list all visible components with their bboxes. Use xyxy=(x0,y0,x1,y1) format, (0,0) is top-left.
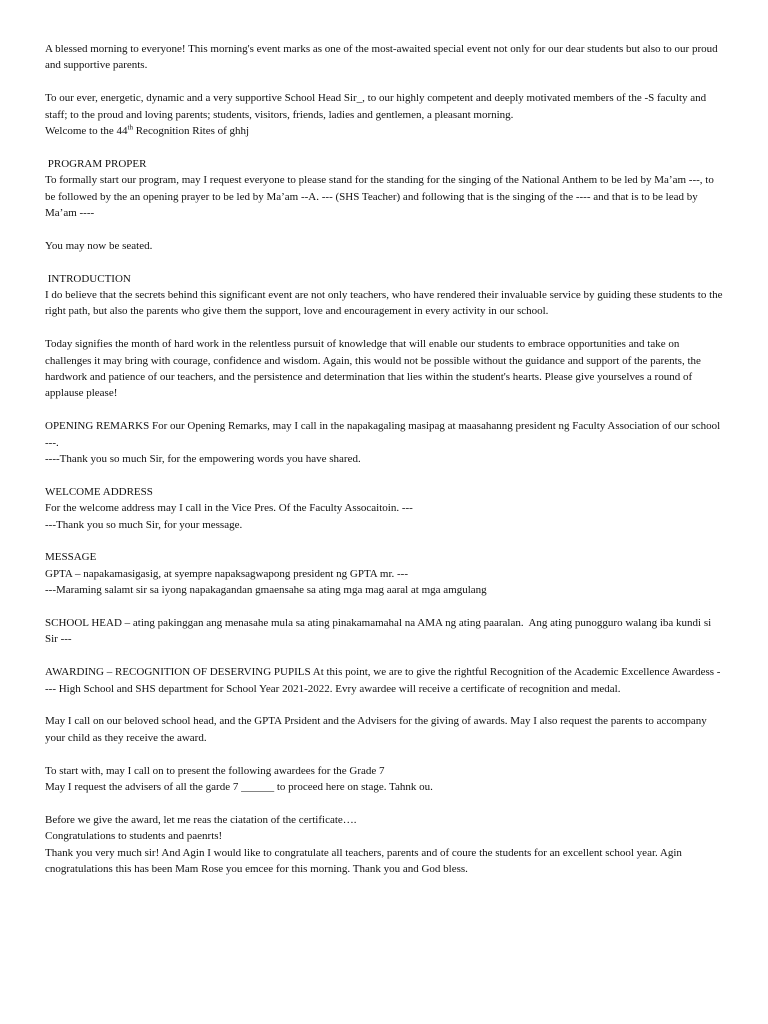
text-line: May I request the advisers of all the garde 7 ______ to proceed here on stage. Tahnk ou. xyxy=(45,781,433,794)
program-proper-section xyxy=(45,156,723,222)
text-line: To start with, may I call on to present the following awardees for the Grade 7 xyxy=(45,764,385,777)
welcome-line xyxy=(45,123,723,139)
seated-paragraph xyxy=(45,238,723,254)
text-line: ---Thank you so much Sir, for your message. xyxy=(45,518,243,531)
section-heading: INTRODUCTION xyxy=(45,272,131,285)
school-head-section xyxy=(45,615,723,648)
welcome-text-end: Recognition Rites of ghhj xyxy=(132,125,250,138)
text-line: For the welcome address may I call in the Vice Pres. Of the Faculty Assocaitoin. --- xyxy=(45,502,413,515)
greeting-paragraph xyxy=(45,41,723,74)
text-line: ----Thank you so much Sir, for the empowering words you have shared. xyxy=(45,453,361,466)
text-line: Thank you very much sir! And Agin I would like to congratulate all teachers, parents and of coure the students for an excellent school year. Agin cnogratulations this has been Mam Rose you emcee for this morning. Thank you and God bless. xyxy=(45,846,685,876)
message-section xyxy=(45,549,723,598)
awarding-section xyxy=(45,664,723,697)
section-heading: WELCOME ADDRESS xyxy=(45,485,153,498)
call-on-paragraph xyxy=(45,713,723,746)
text-line: Today signifies the month of hard work in the relentless pursuit of knowledge that will enable our students to embrace opportunities and take on challenges it may bring with courage, confidence and wisdom. Again, this would not be possible without the guidance and support of the parents, the hardwork and patience of our teachers, and the persistence and determination that lies within the student's hearts. Please give yourselves a round of applause please! xyxy=(45,338,704,400)
text-line: To formally start our program, may I request everyone to please stand for the standing for the singing of the National Anthem to be led by Ma’am ---, to be followed by the an opening prayer to be led by Ma’am --A. --- (SHS Teacher) and following that is the singing of the ---- and that is to be lead by Ma’am ---- xyxy=(45,174,717,220)
section-heading: PROGRAM PROPER xyxy=(45,157,147,170)
text-line: Congratulations to students and paenrts! xyxy=(45,830,223,843)
text-line: SCHOOL HEAD – ating pakinggan ang menasahe mula sa ating pinakamamahal na AMA ng ating paaralan. Ang ating punogguro walang iba kundi si Sir --- xyxy=(45,617,714,646)
welcome-text: Welcome to the 44 xyxy=(45,125,128,138)
text-line: A blessed morning to everyone! This morning's event marks as one of the most-awaited special event not only for our dear students but also to our proud and supportive parents. xyxy=(45,43,721,72)
text-line: AWARDING – RECOGNITION OF DESERVING PUPILS At this point, we are to give the rightful Recognition of the Academic Excellence Awardess ---- High School and SHS department for School Year 2021-2022. Evry awardee will receive a certificate of recognition and medal. xyxy=(45,666,721,695)
text-line: GPTA – napakamasigasig, at syempre napaksagwapong president ng GPTA mr. --- xyxy=(45,567,408,580)
text-line: I do believe that the secrets behind this significant event are not only teachers, who have rendered their invaluable service by guiding these students to the right path, but also the parents who give them the support, love and encouragement in every activity in our school. xyxy=(45,289,726,318)
text-line: You may now be seated. xyxy=(45,239,153,252)
text-line: ---Maraming salamt sir sa iyong napakagandan gmaensahe sa ating mga mag aaral at mga amgulang xyxy=(45,584,487,597)
welcome-address-section xyxy=(45,484,723,533)
closing-paragraph xyxy=(45,812,723,878)
ordinal-suffix: th xyxy=(127,123,133,132)
text-line: OPENING REMARKS For our Opening Remarks, may I call in the napakagaling masipag at maasahanng president ng Faculty Association of our school ---. xyxy=(45,420,723,449)
grade-7-paragraph xyxy=(45,763,723,796)
text-line: May I call on our beloved school head, and the GPTA Prsident and the Advisers for the giving of awards. May I also request the parents to accompany your child as they receive the award. xyxy=(45,715,710,744)
opening-remarks-section xyxy=(45,418,723,467)
text-line: To our ever, energetic, dynamic and a very supportive School Head Sir_, to our highly competent and deeply motivated members of the -S faculty and staff; to the proud and loving parents; students, visitors, friends, ladies and gentlemen, a pleasant morning. xyxy=(45,92,709,121)
acknowledgement-paragraph xyxy=(45,90,723,139)
today-paragraph xyxy=(45,336,723,402)
section-heading: MESSAGE xyxy=(45,551,97,564)
introduction-section xyxy=(45,271,726,320)
text-line: Before we give the award, let me reas the ciatation of the certificate…. xyxy=(45,813,357,826)
